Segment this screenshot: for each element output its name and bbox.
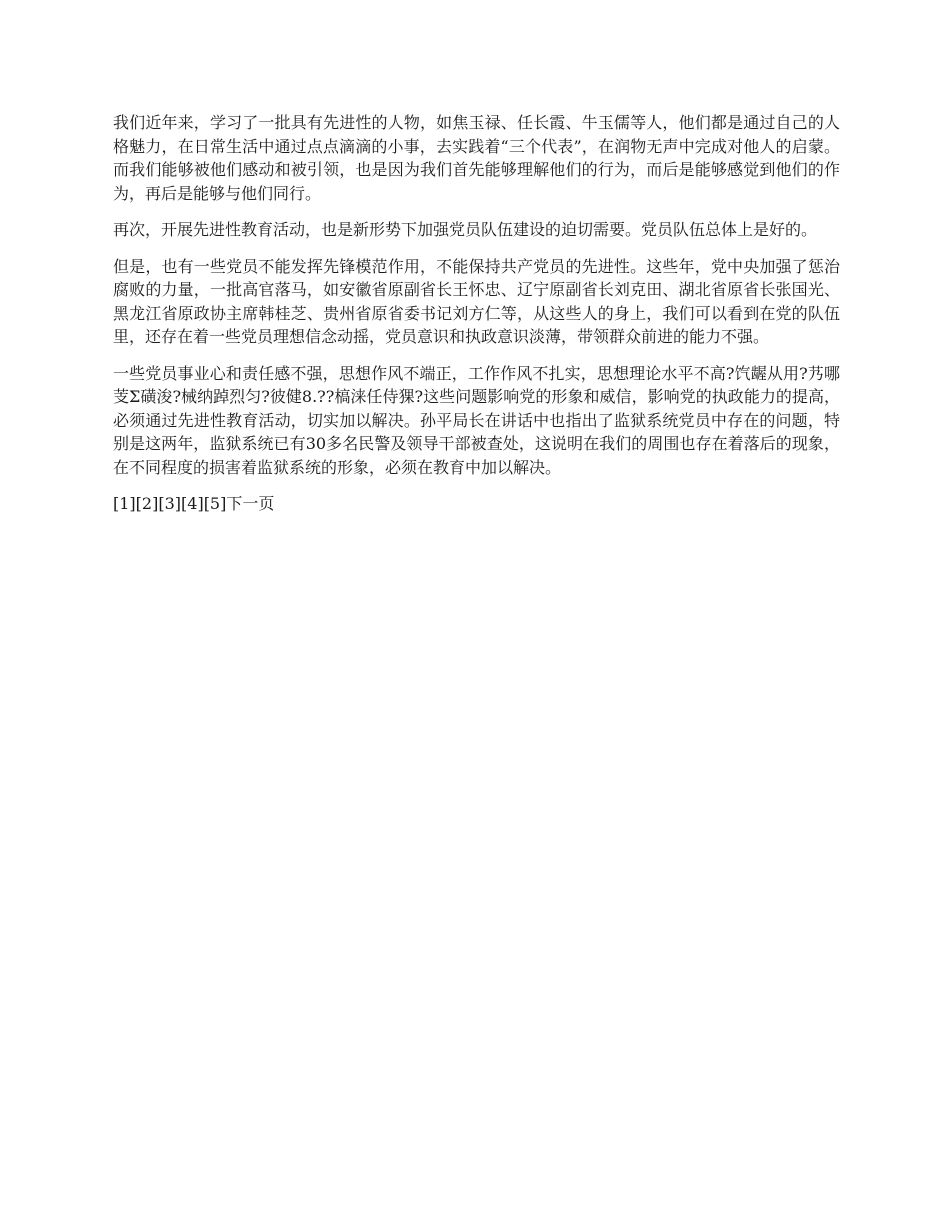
paragraph-1: 我们近年来，学习了一批具有先进性的人物，如焦玉禄、任长霞、牛玉儒等人，他们都是通过自己的人格魅力，在日常生活中通过点点滴滴的小事，去实践着“三个代表”，在润物无声中完成对他人的启蒙。而我们能够被他们感动和被引领，也是因为我们首先能够理解他们的行为，而后是能够感觉到他们的作为，再后是能够与他们同行。 [113, 113, 840, 203]
paragraph-3: 但是，也有一些党员不能发挥先锋模范作用，不能保持共产党员的先进性。这些年，党中央加强了惩治腐败的力量，一批高官落马，如安徽省原副省长王怀忠、辽宁原副省长刘克田、湖北省原省长张国光、黑龙江省原政协主席韩桂芝、贵州省原省委书记刘方仁等，从这些人的身上，我们可以看到在党的队伍里，还存在着一些党员理想信念动摇，党员意识和执政意识淡薄，带领群众前进的能力不强。 [113, 256, 840, 346]
next-page-link[interactable]: 下一页 [226, 494, 275, 513]
page-link-3[interactable]: [3] [158, 494, 182, 513]
paragraph-2: 再次，开展先进性教育活动，也是新形势下加强党员队伍建设的迫切需要。党员队伍总体上是好的。 [113, 220, 818, 239]
page-link-5[interactable]: [5] [203, 494, 227, 513]
paragraph-4: 一些党员事业心和责任感不强，思想作风不端正，工作作风不扎实，思想理论水平不高?饩龌从用?艿哪芰Σ磺浚?械纳踔烈匀?彼健8.??槁涞任侍猓?这些问题影响党的形象和威信，影响党的执政能力的提高，必须通过先进性教育活动，切实加以解决。孙平局长在讲话中也指出了监狱系统党员中存在的问题，特别是这两年，监狱系统已有30多名民警及领导干部被查处，这说明在我们的周围也存在着落后的现象，在不同程度的损害着监狱系统的形象，必须在教育中加以解决。 [113, 363, 840, 477]
document-body [113, 111, 840, 515]
page-link-4[interactable]: [4] [181, 494, 204, 513]
page-link-1[interactable]: [1] [113, 494, 136, 513]
pagination [113, 492, 840, 515]
page-link-2[interactable]: [2] [135, 494, 159, 513]
